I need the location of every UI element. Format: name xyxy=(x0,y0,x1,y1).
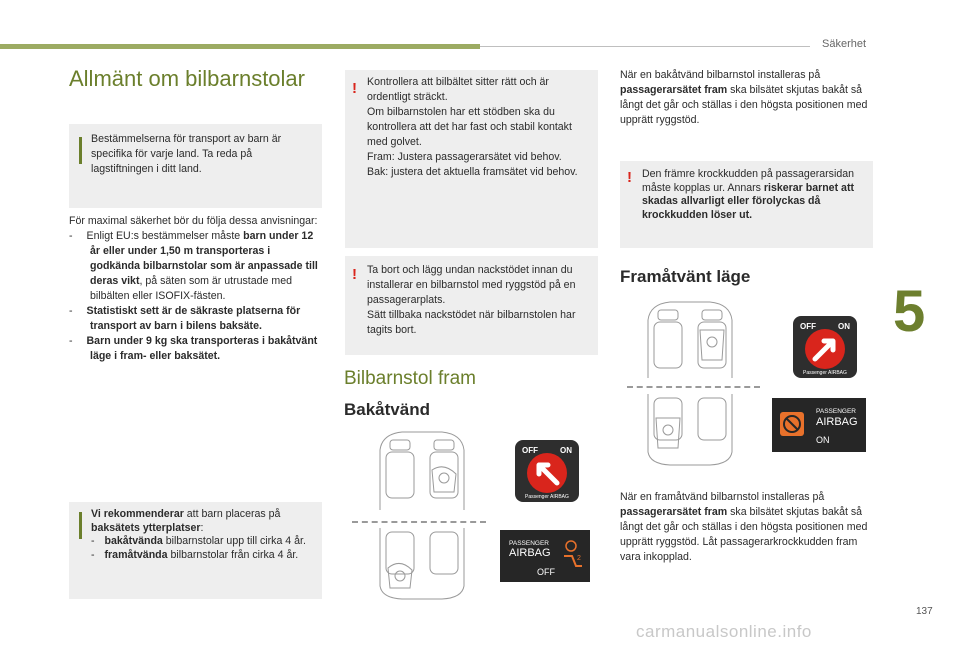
rule-3 xyxy=(69,334,322,364)
rule-3-dash: - xyxy=(69,335,73,347)
warning-1-line-3: Fram: Justera passagerarsätet vid behov. xyxy=(367,151,562,163)
warning-box-2 xyxy=(345,256,598,355)
rec-1 xyxy=(91,535,313,549)
rule-2 xyxy=(69,304,322,334)
warning-icon: ! xyxy=(352,266,357,283)
warning-3-text xyxy=(642,168,860,222)
front-text-2: ska bilsätet skjutas bakåt så långt det går och ställas i den högsta positionen med upprätt ryggstöd. Låt passagerarkrockkudden fram vara inkopplad. xyxy=(620,506,868,563)
rule-2-dash: - xyxy=(69,305,73,317)
rules-intro: För maximal säkerhet bör du följa dessa anvisningar: xyxy=(69,215,318,227)
recommend-bold2: baksätets ytterplatser xyxy=(91,521,201,534)
warning-3-plain: Den främre krockkudden på passagerarsidan måste kopplas ur. Annars xyxy=(642,168,854,194)
rule-1-rest: , på säten som är utrustade med bilbälten eller ISOFIX-fästen. xyxy=(90,275,292,302)
recommend-box xyxy=(69,502,322,599)
car-rear-facing-seat-illustration-top xyxy=(372,430,472,510)
forward-facing-instructions xyxy=(620,490,875,565)
car-forward-facing-seat-illustration-top xyxy=(640,300,740,378)
warning-2-line-2: Sätt tillbaka nackstödet när bilbarnstolen har tagits bort. xyxy=(367,309,576,336)
warning-1-text xyxy=(367,75,591,180)
airbag-switch-off xyxy=(515,440,579,502)
front-text-1: När en framåtvänd bilbarnstol installeras på xyxy=(620,491,825,503)
rec-1-dash: - xyxy=(91,535,95,547)
panel-rear-line2: AIRBAG xyxy=(509,547,551,559)
info-note-text: Bestämmelserna för transport av barn är specifika för varje land. Ta reda på lagstiftningen i ditt land. xyxy=(91,133,282,175)
airbag-switch-on xyxy=(793,316,857,378)
rule-3-bold: Barn under 9 kg ska transporteras i bakåtvänt läge i fram- eller baksätet. xyxy=(86,335,318,362)
info-icon xyxy=(79,512,82,539)
header-rule xyxy=(480,46,810,47)
page-number: 137 xyxy=(916,606,933,617)
separator-dashed xyxy=(627,386,760,388)
rec-1-text: bilbarnstolar upp till cirka 4 år. xyxy=(162,535,306,547)
rec-1-bold: bakåtvända xyxy=(104,535,163,547)
svg-text:2: 2 xyxy=(577,555,581,562)
recommend-colon: : xyxy=(200,521,204,534)
passenger-airbag-off-indicator xyxy=(500,530,590,582)
warning-1-line-2: Om bilbarnstolen har ett stödben ska du kontrollera att det har fast och stabil kontakt med golvet. xyxy=(367,106,572,148)
info-icon xyxy=(79,137,82,164)
switch-front-arc-label: Passenger AIRBAG xyxy=(803,370,847,376)
rule-1-dash: - xyxy=(69,230,73,242)
rule-1 xyxy=(69,229,322,304)
warning-icon: ! xyxy=(627,169,632,186)
passenger-airbag-on-indicator xyxy=(772,398,866,452)
rear-text-1: När en bakåtvänd bilbarnstol installeras på xyxy=(620,69,821,81)
chapter-number: 5 xyxy=(893,279,926,344)
recommend-plain: att barn placeras på xyxy=(183,508,281,520)
panel-rear-state: OFF xyxy=(537,567,555,577)
rear-bold: passagerarsätet fram xyxy=(620,84,728,96)
warning-3-bold: riskerar barnet att skadas allvarligt eller förolyckas då krockkudden löser ut. xyxy=(642,181,854,221)
panel-front-line1: PASSENGER xyxy=(816,408,856,415)
separator-dashed xyxy=(352,521,486,523)
rec-2-dash: - xyxy=(91,548,95,561)
recommend-text xyxy=(91,508,313,562)
warning-1-line-1: Kontrollera att bilbältet sitter rätt och är ordentligt sträckt. xyxy=(367,76,549,103)
car-rear-facing-seat-illustration-bottom xyxy=(372,528,472,600)
page-title: Allmänt om bilbarnstolar xyxy=(69,66,305,91)
panel-rear-line1: PASSENGER xyxy=(509,540,549,547)
switch-rear-off-label: OFF xyxy=(522,446,538,455)
rec-2-text: bilbarnstolar från cirka 4 år. xyxy=(167,548,299,561)
airbag-disabled-icon xyxy=(780,412,804,436)
front-bold: passagerarsätet fram xyxy=(620,506,728,518)
warning-2-line-1: Ta bort och lägg undan nackstödet innan du installerar en bilbarnstol med ryggstöd på en passagerarplats. xyxy=(367,264,576,306)
rule-1-bold: barn under 12 år eller under 1,50 m transporteras i godkända bilbarnstolar som är anpassade till deras vikt xyxy=(90,230,318,287)
switch-front-on-label: ON xyxy=(838,322,850,331)
rear-facing-instructions xyxy=(620,68,875,128)
switch-rear-on-label: ON xyxy=(560,446,572,455)
recommend-bold: Vi rekommenderar xyxy=(91,508,184,520)
warning-1-line-4: Bak: justera det aktuella framsätet vid behov. xyxy=(367,166,578,178)
info-note-box xyxy=(69,124,322,208)
warning-box-3 xyxy=(620,161,873,248)
panel-front-state: ON xyxy=(816,435,830,445)
section-label: Säkerhet xyxy=(822,38,867,50)
subsection-rear-facing: Bakåtvänd xyxy=(344,400,430,419)
switch-front-off-label: OFF xyxy=(800,322,816,331)
subsection-forward-facing: Framåtvänt läge xyxy=(620,267,751,286)
switch-rear-arc-label: Passenger AIRBAG xyxy=(525,494,569,500)
warning-icon: ! xyxy=(352,80,357,97)
rec-2 xyxy=(91,549,313,563)
watermark: carmanualsonline.info xyxy=(636,622,812,641)
rule-1-text: Enligt EU:s bestämmelser måste xyxy=(86,230,241,242)
section-title-front-seat: Bilbarnstol fram xyxy=(344,368,476,389)
rule-2-bold: Statistiskt sett är de säkraste platserna för transport av barn i bilens baksäte. xyxy=(86,305,301,332)
rec-2-bold: framåtvända xyxy=(104,548,168,561)
car-forward-facing-seat-illustration-bottom xyxy=(640,394,740,466)
rules-block xyxy=(69,214,322,364)
warning-box-1 xyxy=(345,70,598,248)
warning-2-text xyxy=(367,263,591,338)
panel-front-line2: AIRBAG xyxy=(816,416,858,428)
rear-text-2: ska bilsätet skjutas bakåt så långt det går och ställas i den högsta positionen med upprätt ryggstöd. xyxy=(620,84,868,126)
header-accent-bar xyxy=(0,44,480,49)
